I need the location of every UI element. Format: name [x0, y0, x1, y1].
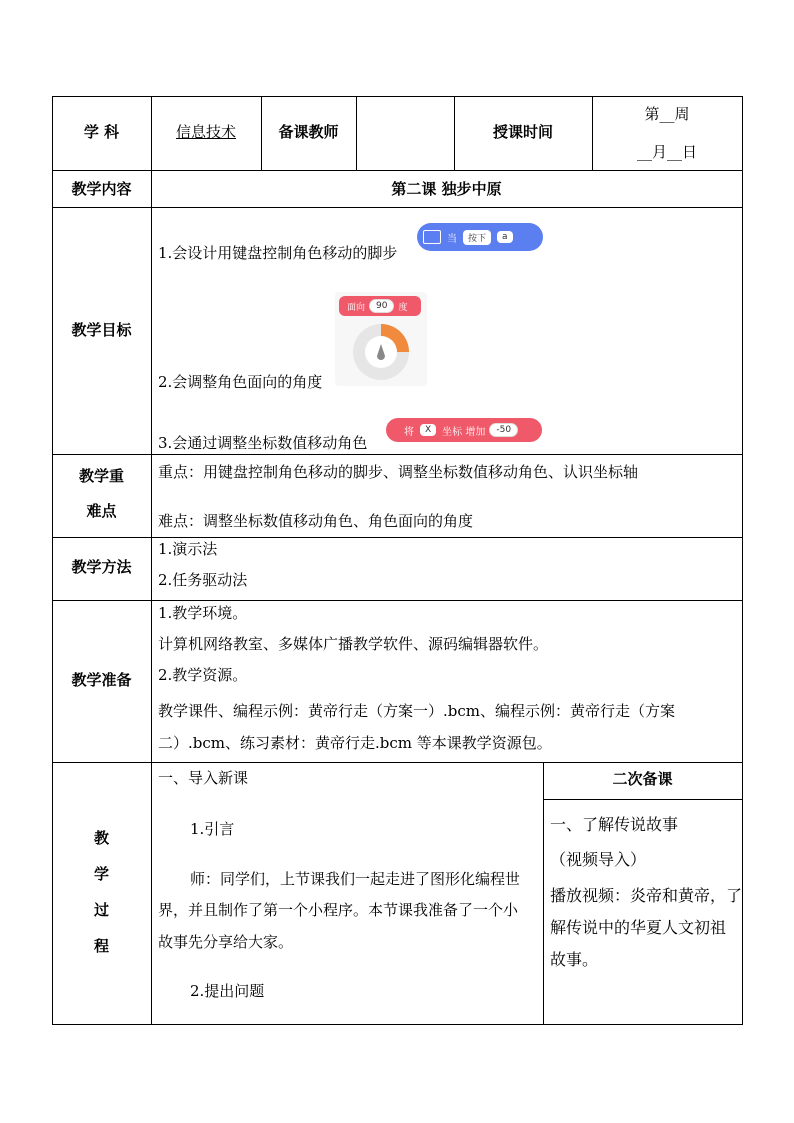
block-text: 将	[404, 426, 414, 438]
goal-item: 1.会设计用键盘控制角色移动的脚步	[158, 244, 398, 262]
goal-item: 3.会通过调整坐标数值移动角色	[158, 434, 368, 452]
prep-line: 教学课件、编程示例：黄帝行走（方案一）.bcm、编程示例：黄帝行走（方案	[158, 702, 675, 720]
week-field: 第__周	[644, 105, 690, 123]
process-label-char: 教	[93, 829, 109, 847]
block-text: 面向	[347, 302, 366, 313]
methods-label: 教学方法	[71, 558, 132, 576]
prep-line: 1.教学环境。	[158, 604, 248, 622]
process-label-char: 过	[93, 901, 109, 919]
key-event-block-image	[417, 223, 543, 251]
keyboard-icon	[423, 230, 441, 244]
process-line: 1.引言	[190, 820, 235, 838]
direction-dial-icon	[349, 320, 413, 384]
face-block	[339, 296, 421, 316]
time-label: 授课时间	[492, 123, 553, 141]
date-field: __月__日	[636, 143, 697, 161]
teacher-label: 备课教师	[278, 123, 339, 141]
difficulty-label: 难点	[86, 502, 117, 520]
content-value: 第二课 独步中原	[391, 180, 502, 198]
process-line: 一、导入新课	[158, 769, 249, 787]
block-text: 坐标 增加	[442, 426, 486, 438]
goals-label: 教学目标	[71, 321, 132, 339]
method-item: 1.演示法	[158, 540, 218, 558]
prep-label: 教学准备	[71, 671, 132, 689]
hard-point-text: 难点：调整坐标数值移动角色、角色面向的角度	[158, 512, 474, 530]
block-value: -50	[489, 423, 518, 437]
goal-item: 2.会调整角色面向的角度	[158, 373, 323, 391]
prep-line: 计算机网络教室、多媒体广播教学软件、源码编辑器软件。	[158, 635, 549, 653]
second-prep-line: 播放视频：炎帝和黄帝，了	[550, 886, 743, 905]
process-line: 界，并且制作了第一个小程序。本节课我准备了一个小	[158, 901, 519, 919]
block-value: 90	[369, 299, 394, 313]
difficulty-label: 教学重	[78, 467, 124, 485]
content-label: 教学内容	[71, 180, 132, 198]
block-text: 当	[447, 233, 457, 245]
second-prep-line: 故事。	[550, 950, 599, 969]
prep-line: 二）.bcm、练习素材：黄帝行走.bcm 等本课教学资源包。	[158, 734, 552, 752]
key-point-text: 重点：用键盘控制角色移动的脚步、调整坐标数值移动角色、认识坐标轴	[158, 463, 639, 481]
method-item: 2.任务驱动法	[158, 571, 248, 589]
subject-value: 信息技术	[175, 123, 236, 141]
coordinate-block-image	[386, 418, 542, 442]
second-prep-line: （视频导入）	[550, 850, 647, 869]
process-line: 故事先分享给大家。	[158, 933, 294, 951]
process-label-char: 程	[93, 937, 109, 955]
block-dropdown: X	[420, 424, 436, 436]
process-line: 师：同学们，上节课我们一起走进了图形化编程世	[190, 870, 521, 888]
subject-label: 学 科	[83, 123, 120, 141]
second-prep-line: 解传说中的华夏人文初祖	[550, 918, 727, 937]
process-label-char: 学	[93, 865, 109, 883]
process-line: 2.提出问题	[190, 982, 265, 1000]
second-prep-line: 一、了解传说故事	[550, 815, 679, 834]
block-text: 度	[398, 302, 408, 313]
block-dropdown: 按下	[463, 230, 491, 245]
second-prep-title: 二次备课	[612, 770, 673, 788]
face-direction-block-image	[335, 292, 427, 386]
prep-line: 2.教学资源。	[158, 666, 248, 684]
block-dropdown: a	[497, 231, 513, 243]
